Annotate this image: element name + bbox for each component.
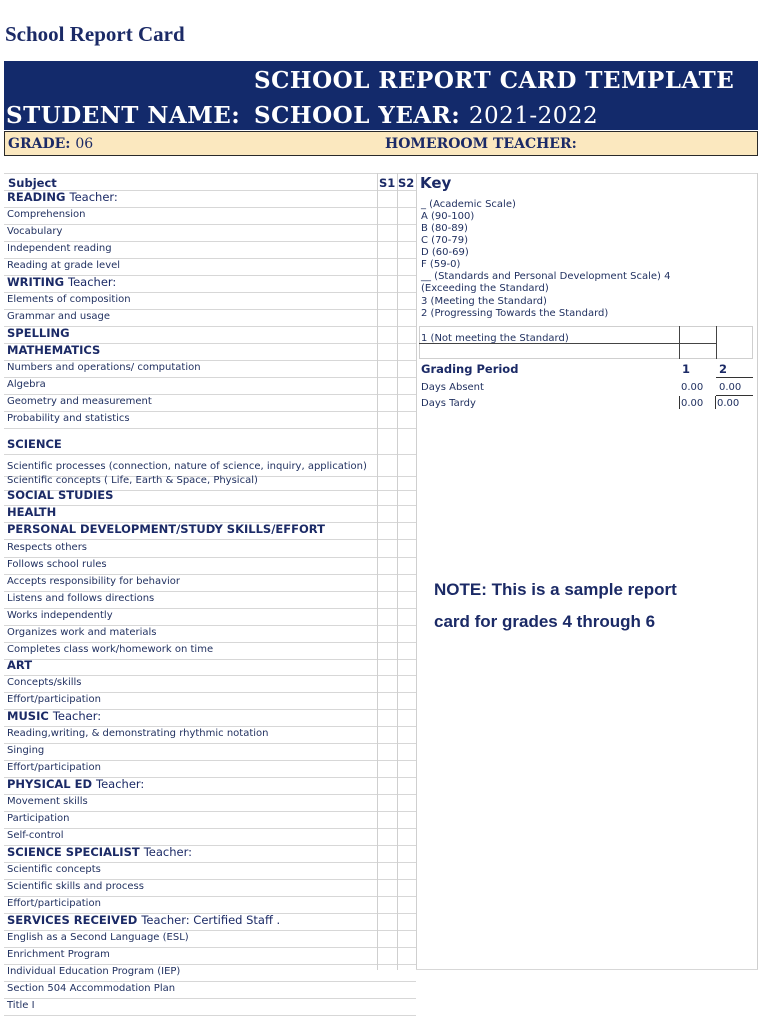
key-line: C (70-79) xyxy=(421,235,469,246)
homeroom-teacher-label: HOMEROOM TEACHER: xyxy=(385,136,577,152)
school-year xyxy=(254,102,598,129)
subject-row-label xyxy=(7,226,62,237)
grid-row-line xyxy=(4,862,416,863)
grid-row-line xyxy=(4,394,416,395)
teacher-field: Teacher: xyxy=(69,190,118,204)
subject-row-label xyxy=(7,461,367,472)
grid-row-line xyxy=(4,659,416,660)
grid-row-line xyxy=(4,241,416,242)
key-title: Key xyxy=(420,174,452,192)
key-line: __ (Standards and Personal Development Scale) 4 xyxy=(421,271,671,282)
section-heading xyxy=(7,343,100,357)
grid-row-line xyxy=(4,207,416,208)
row-text: Vocabulary xyxy=(7,226,63,237)
subject-row-label xyxy=(7,362,201,373)
grading-period-underline xyxy=(716,377,753,378)
grid-row-line xyxy=(4,743,416,744)
subject-row-label xyxy=(7,813,69,824)
row-text: ART xyxy=(7,658,33,672)
row-text: Scientific concepts ( Life, Earth & Space, Physical) xyxy=(7,475,258,486)
teacher-field: Teacher: xyxy=(96,777,145,791)
section-heading xyxy=(7,777,144,791)
grid-row-line xyxy=(4,1015,416,1016)
subject-row-label xyxy=(7,610,113,621)
row-text: Enrichment Program xyxy=(7,949,110,960)
key-line: A (90-100) xyxy=(421,211,475,222)
header-banner xyxy=(4,61,758,130)
subject-row-label xyxy=(7,745,44,756)
grid-row-line xyxy=(4,454,416,455)
subject-row-label xyxy=(7,881,144,892)
row-text: Self-control xyxy=(7,830,64,841)
row-text: READING xyxy=(7,190,66,204)
row-text: Participation xyxy=(7,813,70,824)
teacher-field: Teacher: xyxy=(52,709,102,723)
grid-row-line xyxy=(4,309,416,310)
grid-row-line xyxy=(4,173,758,174)
row-text: Follows school rules xyxy=(7,559,107,570)
row-text: SCIENCE SPECIALIST xyxy=(7,845,140,859)
key-box-col1 xyxy=(679,326,680,359)
section-heading xyxy=(7,488,113,502)
subject-row-label xyxy=(7,932,189,943)
key-not-meeting: 1 (Not meeting the Standard) xyxy=(421,333,569,344)
subject-row-label xyxy=(7,966,180,977)
grid-column-line xyxy=(757,173,758,970)
subject-row-label xyxy=(7,983,175,994)
row-text: Reading at grade level xyxy=(7,260,121,271)
s2-column-header: S2 xyxy=(398,176,415,190)
grid-row-line xyxy=(4,608,416,609)
subject-row-label xyxy=(7,728,269,739)
key-line: _ (Academic Scale) xyxy=(421,199,516,210)
row-text: Individual Education Program (IEP) xyxy=(7,966,181,977)
grade-label: GRADE: xyxy=(8,136,71,152)
note-line-2: card for grades 4 through 6 xyxy=(434,612,656,631)
row-text: Works independently xyxy=(7,610,113,621)
grid-row-line xyxy=(4,539,416,540)
s1-column-header: S1 xyxy=(379,176,396,190)
section-heading xyxy=(7,437,62,451)
grid-row-line xyxy=(4,998,416,999)
grid-row-line xyxy=(4,964,416,965)
grid-row-line xyxy=(4,428,416,429)
grid-row-line xyxy=(4,258,416,259)
days-absent-2: 0.00 xyxy=(719,382,742,393)
subject-row-label xyxy=(7,796,88,807)
subject-row-label xyxy=(7,260,120,271)
row-text: Probability and statistics xyxy=(7,413,130,424)
row-text: Independent reading xyxy=(7,243,112,254)
key-line: (Exceeding the Standard) xyxy=(421,283,549,294)
key-line: B (80-89) xyxy=(421,223,468,234)
row-text: Numbers and operations/ computation xyxy=(7,362,201,373)
teacher-field: Teacher: xyxy=(68,275,117,289)
grid-row-line xyxy=(4,377,416,378)
school-year-label: SCHOOL YEAR: xyxy=(254,102,461,129)
section-heading xyxy=(7,913,280,927)
row-text: SCIENCE xyxy=(7,437,62,451)
row-text: Comprehension xyxy=(7,209,86,220)
row-text: Organizes work and materials xyxy=(7,627,157,638)
grid-row-line xyxy=(4,625,416,626)
grid-row-line xyxy=(4,879,416,880)
key-line: 3 (Meeting the Standard) xyxy=(421,296,547,307)
grid-row-line xyxy=(4,591,416,592)
row-text: HEALTH xyxy=(7,505,57,519)
grid-row-line xyxy=(4,794,416,795)
row-text: Section 504 Accommodation Plan xyxy=(7,983,176,994)
row-text: Singing xyxy=(7,745,45,756)
teacher-field: Teacher: xyxy=(143,845,192,859)
subject-column-header: Subject xyxy=(8,176,57,190)
row-text: Scientific concepts xyxy=(7,864,101,875)
grid-row-line xyxy=(4,360,416,361)
grid-row-line xyxy=(4,692,416,693)
grade-value: 06 xyxy=(75,136,94,152)
row-text: English as a Second Language (ESL) xyxy=(7,932,189,943)
subject-row-label xyxy=(7,677,81,688)
subject-row-label xyxy=(7,644,213,655)
grade-bar xyxy=(4,131,758,156)
row-text: SERVICES RECEIVED xyxy=(7,913,138,927)
days-absent-label: Days Absent xyxy=(421,382,484,393)
subject-row-label xyxy=(7,762,101,773)
subject-row-label xyxy=(7,576,180,587)
section-heading xyxy=(7,522,325,536)
grid-row-line xyxy=(4,574,416,575)
row-text: Grammar and usage xyxy=(7,311,111,322)
section-heading xyxy=(7,658,32,672)
tardy-cell-border-1 xyxy=(679,396,680,409)
grid-column-line xyxy=(397,173,398,970)
subject-row-label xyxy=(7,475,258,486)
grid-row-line xyxy=(4,675,416,676)
row-text: SPELLING xyxy=(7,326,70,340)
grid-row-line xyxy=(4,292,416,293)
grading-period-2: 2 xyxy=(719,362,728,376)
row-text: Completes class work/homework on time xyxy=(7,644,214,655)
grid-row-line xyxy=(4,930,416,931)
row-text: Effort/participation xyxy=(7,694,101,705)
grid-row-line xyxy=(4,505,416,506)
row-text: Scientific skills and process xyxy=(7,881,144,892)
subject-row-label xyxy=(7,593,154,604)
row-text: Scientific processes (connection, nature of science, inquiry, application) xyxy=(7,461,367,472)
grid-column-line xyxy=(416,173,417,970)
row-text: Geometry and measurement xyxy=(7,396,152,407)
key-box-col2 xyxy=(716,326,717,359)
subject-row-label xyxy=(7,694,101,705)
grid-column-line xyxy=(377,173,378,970)
subject-row-label xyxy=(7,542,87,553)
grid-row-line xyxy=(4,947,416,948)
subject-row-label xyxy=(7,949,110,960)
days-tardy-1: 0.00 xyxy=(681,398,704,409)
student-name-label: STUDENT NAME: xyxy=(6,102,241,129)
section-heading xyxy=(7,190,118,204)
grid-row-line xyxy=(416,969,758,970)
row-text: Effort/participation xyxy=(7,762,101,773)
row-text: MATHEMATICS xyxy=(7,343,101,357)
absent-underline xyxy=(716,395,753,396)
subject-row-label xyxy=(7,311,110,322)
row-text: Respects others xyxy=(7,542,88,553)
key-line: D (60-69) xyxy=(421,247,469,258)
document-title: School Report Card xyxy=(5,22,185,46)
subject-row-label xyxy=(7,379,46,390)
days-tardy-label: Days Tardy xyxy=(421,398,476,409)
row-text: WRITING xyxy=(7,275,65,289)
grid-row-line xyxy=(4,828,416,829)
key-line: F (59-0) xyxy=(421,259,461,270)
key-line: 2 (Progressing Towards the Standard) xyxy=(421,308,609,319)
row-text: SOCIAL STUDIES xyxy=(7,488,114,502)
subject-row-label xyxy=(7,830,64,841)
subject-row-label xyxy=(7,898,101,909)
row-text: Algebra xyxy=(7,379,46,390)
grid-row-line xyxy=(4,981,416,982)
subject-row-label xyxy=(7,243,112,254)
row-text: Reading,writing, & demonstrating rhythmic notation xyxy=(7,728,269,739)
section-heading xyxy=(7,326,70,340)
subject-row-label xyxy=(7,559,107,570)
grading-period-label: Grading Period xyxy=(421,362,519,376)
grid-row-line xyxy=(4,411,416,412)
subject-row-label xyxy=(7,627,157,638)
row-text: Concepts/skills xyxy=(7,677,82,688)
grid-row-line xyxy=(4,760,416,761)
section-heading xyxy=(7,505,56,519)
teacher-field: Teacher: Certified Staff . xyxy=(141,913,281,927)
subject-row-label xyxy=(7,294,131,305)
grid-row-line xyxy=(4,642,416,643)
tardy-cell-border-2 xyxy=(715,396,716,409)
section-heading xyxy=(7,275,116,289)
row-text: Elements of composition xyxy=(7,294,131,305)
row-text: Movement skills xyxy=(7,796,88,807)
row-text: PHYSICAL ED xyxy=(7,777,93,791)
grid-row-line xyxy=(4,811,416,812)
grid-row-line xyxy=(4,896,416,897)
subject-row-label xyxy=(7,413,130,424)
school-year-value: 2021-2022 xyxy=(468,103,599,129)
subject-row-label xyxy=(7,396,152,407)
section-heading xyxy=(7,709,101,723)
row-text: Effort/participation xyxy=(7,898,101,909)
row-text: PERSONAL DEVELOPMENT/STUDY SKILLS/EFFORT xyxy=(7,522,325,536)
days-absent-1: 0.00 xyxy=(681,382,704,393)
template-title: SCHOOL REPORT CARD TEMPLATE xyxy=(254,67,735,94)
row-text: Title I xyxy=(7,1000,35,1011)
row-text: MUSIC xyxy=(7,709,49,723)
grid-row-line xyxy=(4,726,416,727)
grid-row-line xyxy=(4,557,416,558)
subject-row-label xyxy=(7,1000,35,1011)
subject-row-label xyxy=(7,209,86,220)
row-text: Listens and follows directions xyxy=(7,593,155,604)
grid-row-line xyxy=(4,224,416,225)
row-text: Accepts responsibility for behavior xyxy=(7,576,181,587)
note-line-1: NOTE: This is a sample report xyxy=(434,580,677,599)
grade-field xyxy=(8,136,93,152)
days-tardy-2: 0.00 xyxy=(717,398,740,409)
grading-period-1: 1 xyxy=(682,362,691,376)
section-heading xyxy=(7,845,192,859)
subject-row-label xyxy=(7,864,101,875)
